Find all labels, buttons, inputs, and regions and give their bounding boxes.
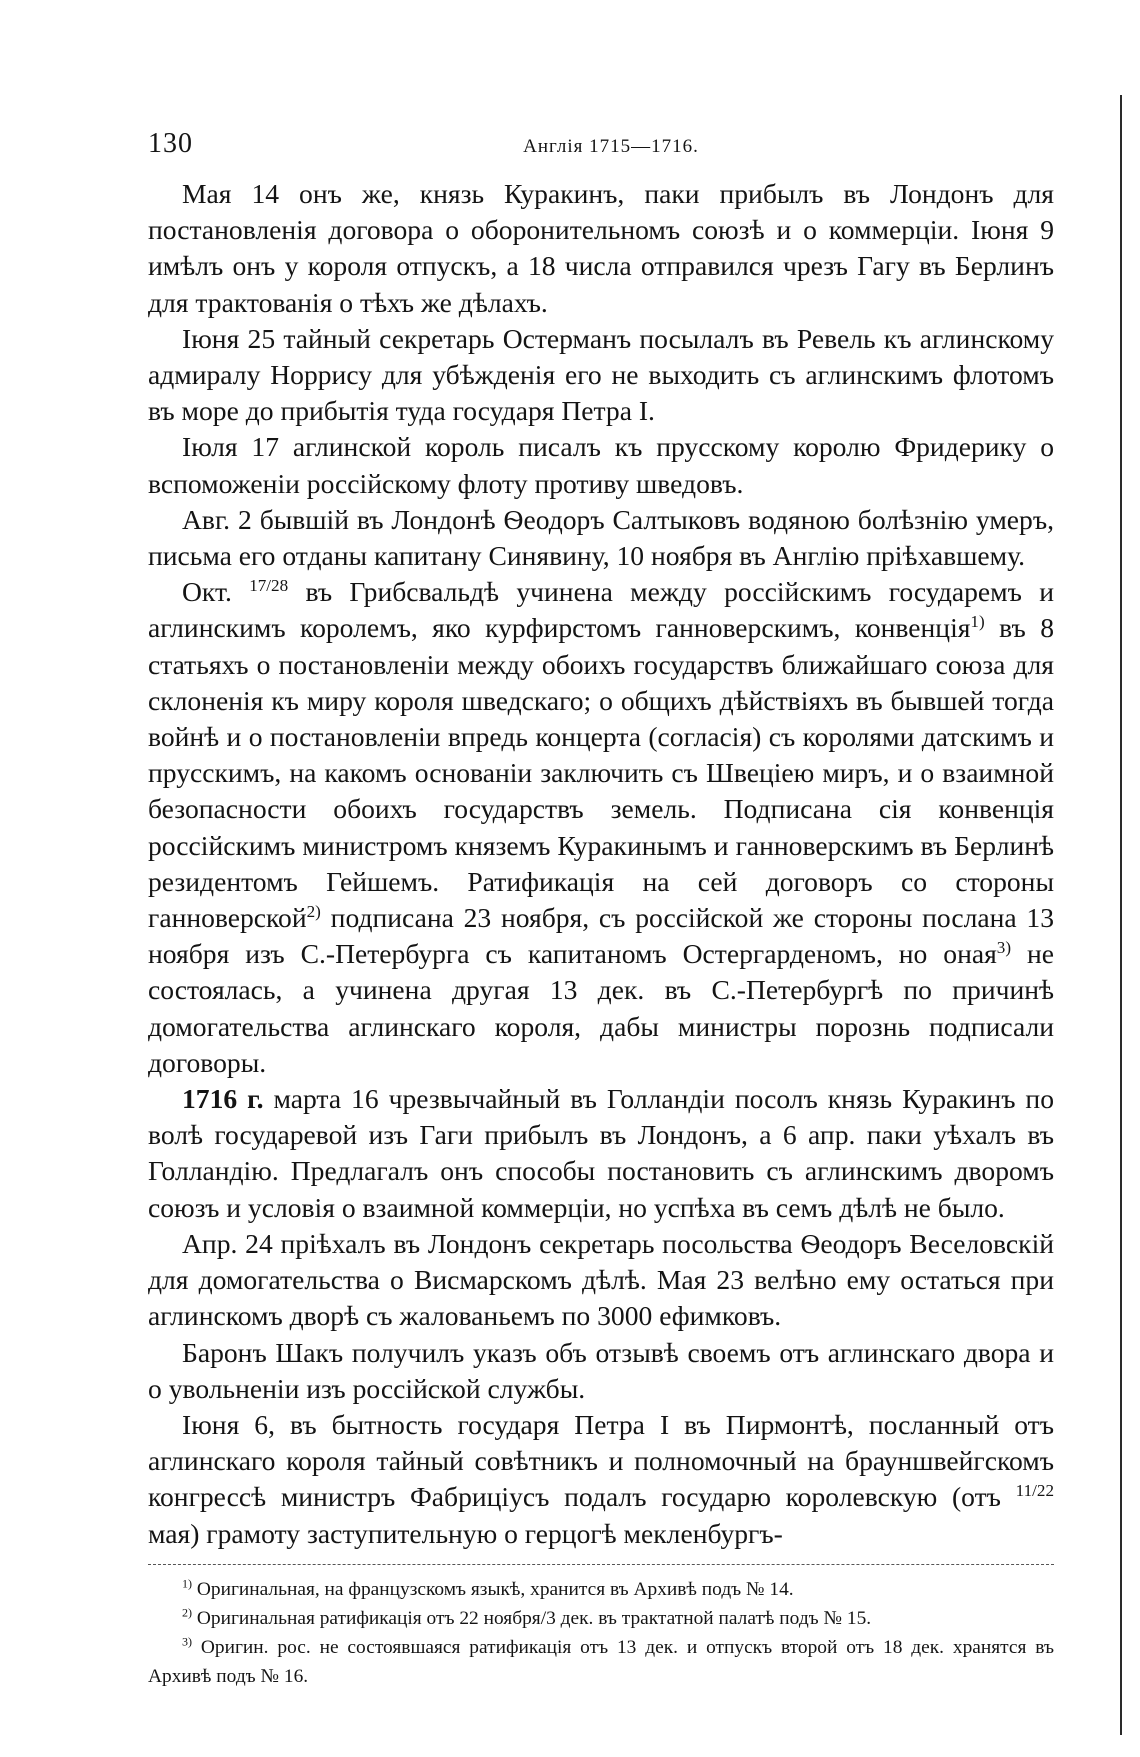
paragraph-text: въ 8 статьяхъ о постановленіи между обоихъ государствъ ближайшаго союза для склоненія къ миру короля шведскаго; о общихъ дѣйствіяхъ въ бывшей тогда войнѣ и о постановленіи впредь концерта (согласія) съ королями датскимъ и прусскимъ, на какомъ основаніи заключить съ Швеціею миръ, и о взаимной безопасности обоихъ государствъ земель. Подписана сія конвенція россійскимъ министромъ княземъ Куракинымъ и ганноверскимъ въ Берлинѣ резидентомъ Гейшемъ. Ратификація на сей договоръ со стороны ганноверской <box>148 612 1054 934</box>
date-fraction: 17/28 <box>249 576 289 596</box>
paragraph-aug-2: Авг. 2 бывшій въ Лондонѣ Ѳеодоръ Салтыковъ водяною болѣзнію умеръ, письма его отданы капитану Синявину, 10 ноября въ Англію пріѣхавшему. <box>148 503 1054 572</box>
paragraph-text: въ Грибсвальдѣ учинена между россійскимъ государемъ и аглинскимъ королемъ, яко курфирстомъ ганноверскимъ, конвенція <box>148 576 1054 644</box>
footnote-text: Оригинальная, на французскомъ языкѣ, хранится въ Архивѣ подъ № 14. <box>196 1578 794 1600</box>
footnote-text: Оригинальная ратификація отъ 22 ноября/3 дек. въ трактатной палатѣ подъ № 15. <box>196 1607 872 1629</box>
paragraph-text: мая) грамоту заступительную о герцогѣ мекленбургъ- <box>148 1517 783 1549</box>
paragraph-june-6 <box>148 1407 1054 1552</box>
paragraph-text: подписана 23 ноября, съ россійской же стороны послана 13 ноября изъ С.-Петербурга съ капитаномъ Остергарденомъ, но оная <box>148 902 1054 970</box>
date-fraction: 11/22 <box>1015 1481 1055 1501</box>
footnote-mark: 1) <box>182 1576 193 1591</box>
paragraph-oct-convention <box>148 574 1054 1081</box>
paragraph-may-14: Мая 14 онъ же, князь Куракинъ, паки прибылъ въ Лондонъ для постановленія договора о оборонительномъ союзѣ и о коммерціи. Іюня 9 имѣлъ онъ у короля отпускъ, а 18 числа отправился чрезъ Гагу въ Берлинъ для трактованія о тѣхъ же дѣлахъ. <box>148 178 1054 318</box>
footnote-ref-2[interactable]: 2) <box>306 901 321 921</box>
paragraph-baron-shak: Баронъ Шакъ получилъ указъ объ отзывѣ своемъ отъ аглинскаго двора и о увольненіи изъ россійской службы. <box>148 1336 1054 1404</box>
paragraph-text: Іюня 6, въ бытность государя Петра I въ Пирмонтѣ, посланный отъ аглинскаго короля тайный совѣтникъ и полномочный на брауншвейгскомъ конгрессѣ министръ Фабриціусъ подалъ государю королевскую (отъ <box>148 1408 1054 1513</box>
paragraph-apr-24: Апр. 24 пріѣхалъ въ Лондонъ секретарь посольства Ѳеодоръ Веселовскій для домогательства о Висмарскомъ дѣлѣ. Мая 23 велѣно ему остаться при аглинскомъ дворѣ съ жалованьемъ по 3000 ефимковъ. <box>148 1227 1054 1332</box>
footnote-divider <box>148 1564 1054 1565</box>
footnote-ref-3[interactable]: 3) <box>996 938 1012 958</box>
running-head: Англія 1715—1716. <box>523 136 699 157</box>
page-edge-rule <box>1120 95 1122 1735</box>
paragraph-1716-march <box>148 1081 1054 1226</box>
footnote-text: Оригин. рос. не состоявшаяся ратификація отъ 13 дек. и отпускъ второй отъ 18 дек. хранятся въ Архивѣ подъ № 16. <box>148 1636 1054 1687</box>
footnote-1 <box>148 1575 1054 1604</box>
footnote-3 <box>148 1633 1054 1691</box>
page-header <box>148 128 1054 176</box>
page-number: 130 <box>148 128 193 159</box>
body-text <box>148 176 1054 1552</box>
paragraph-june-25: Іюня 25 тайный секретарь Остерманъ посылалъ въ Ревель къ аглинскому адмиралу Норрису для убѣжденія его не выходить съ аглинскимъ флотомъ въ море до прибытія туда государя Петра I. <box>148 322 1054 427</box>
paragraph-text: Окт. <box>182 576 232 608</box>
page <box>148 128 1054 1691</box>
footnote-2 <box>148 1604 1054 1633</box>
paragraph-july-17: Іюля 17 аглинской король писалъ къ прусскому королю Фридерику о вспоможеніи россійскому флоту противу шведовъ. <box>148 431 1054 499</box>
footnote-mark: 2) <box>182 1605 193 1620</box>
year-marker: 1716 г. <box>182 1083 264 1115</box>
paragraph-text: марта 16 чрезвычайный въ Голландіи посолъ князь Куракинъ по волѣ государевой изъ Гаги прибылъ въ Лондонъ, а 6 апр. паки уѣхалъ въ Голландію. Предлагалъ онъ способы постановить съ аглинскимъ дворомъ союзъ и условія о взаимной коммерціи, но успѣха въ семъ дѣлѣ не было. <box>148 1083 1054 1223</box>
paragraph-text: не состоялась, а учинена другая 13 дек. въ С.-Петербургѣ по причинѣ домогательства аглинскаго короля, дабы министры порознь подписали договоры. <box>148 938 1054 1078</box>
footnote-mark: 3) <box>182 1634 193 1649</box>
footnotes <box>148 1575 1054 1691</box>
footnote-ref-1[interactable]: 1) <box>970 612 985 632</box>
